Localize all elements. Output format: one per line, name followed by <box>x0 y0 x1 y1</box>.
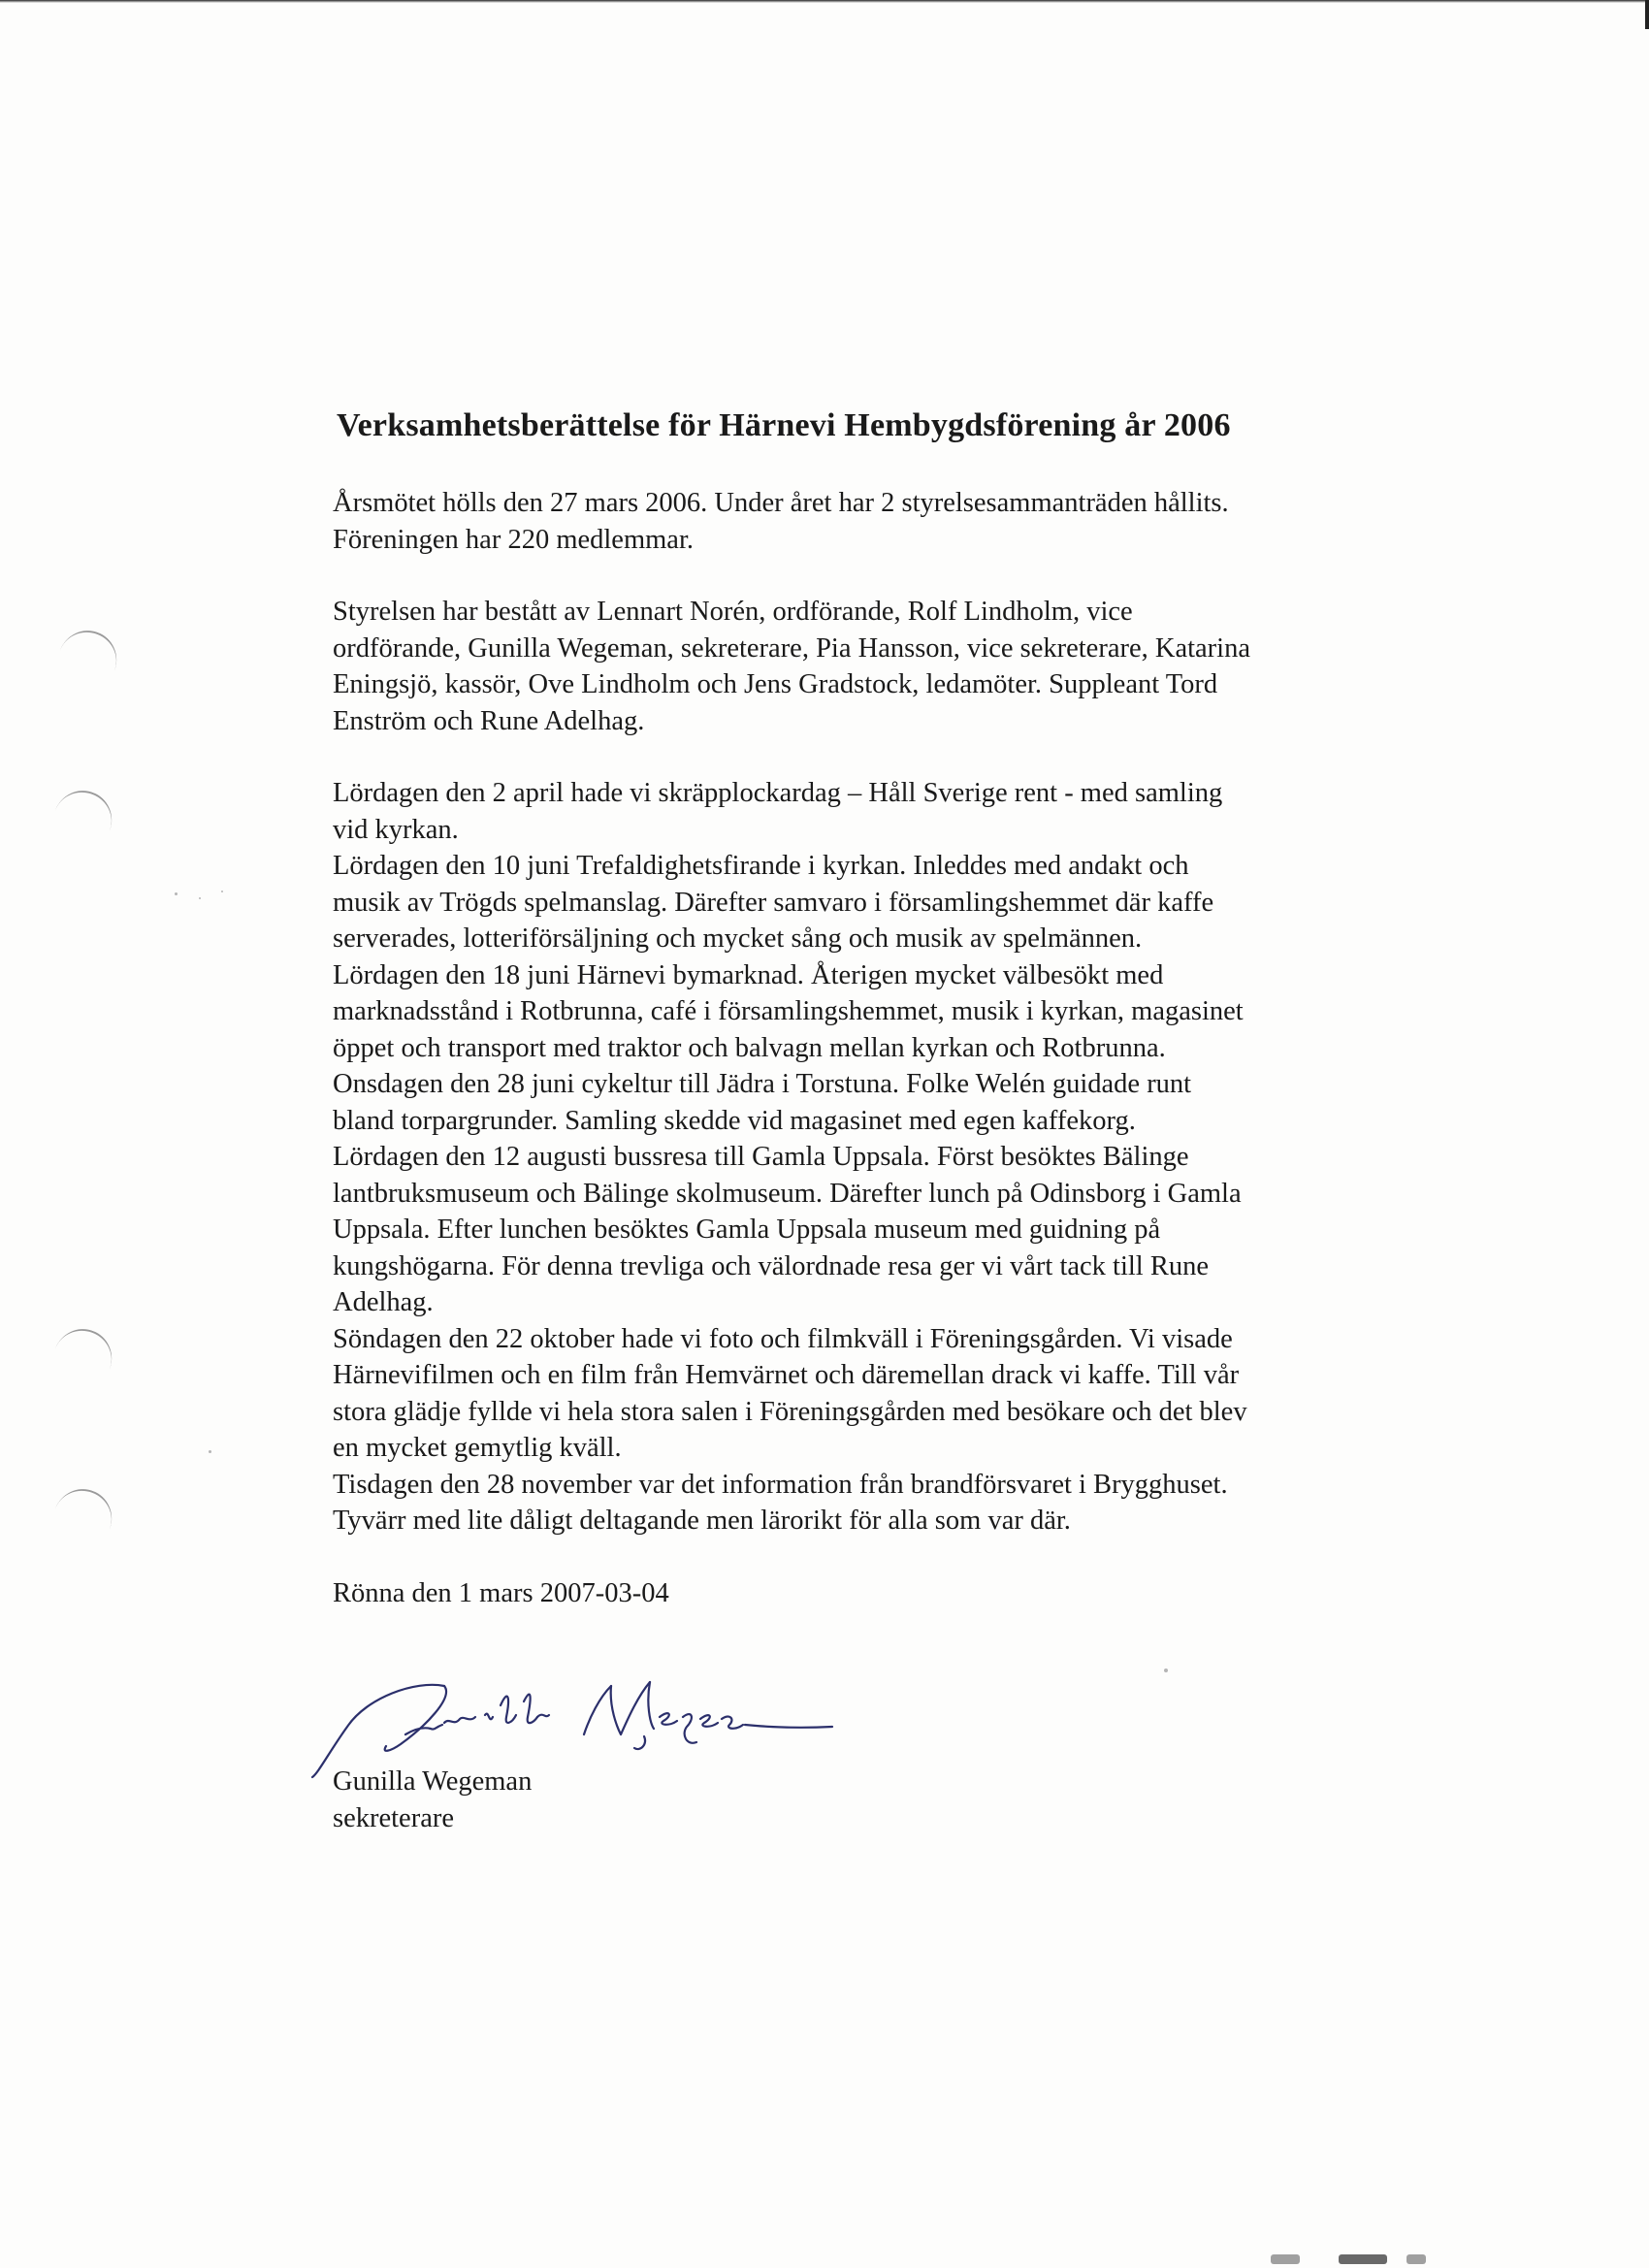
document-body <box>333 407 1429 1627</box>
text-line: vid kyrkan. <box>333 814 459 845</box>
text-line: lantbruksmuseum och Bälinge skolmuseum. Därefter lunch på Odinsborg i Gamla <box>333 1178 1242 1209</box>
scan-edge-right <box>1645 0 1649 29</box>
text-line: Härnevifilmen och en film från Hemvärnet och däremellan drack vi kaffe. Till vår <box>333 1360 1240 1390</box>
scan-smudge <box>1339 2254 1387 2264</box>
scan-smudge <box>1271 2254 1300 2264</box>
punch-hole-mark <box>49 623 125 699</box>
text-line: Lördagen den 10 juni Trefaldighetsfirande i kyrkan. Inleddes med andakt och <box>333 851 1189 881</box>
text-line: serverades, lotteriförsäljning och mycket sång och musik av spelmännen. <box>333 923 1143 954</box>
text-line: Uppsala. Efter lunchen besöktes Gamla Uppsala museum med guidning på <box>333 1215 1161 1245</box>
text-line: stora glädje fyllde vi hela stora salen i Föreningsgården med besökare och det blev <box>333 1396 1247 1427</box>
scan-speck <box>175 892 178 895</box>
signer-name: Gunilla Wegeman <box>333 1766 533 1797</box>
document-title: Verksamhetsberättelse för Härnevi Hembygdsförening år 2006 <box>337 407 1231 443</box>
text-line: Söndagen den 22 oktober hade vi foto och filmkväll i Föreningsgården. Vi visade <box>333 1323 1233 1354</box>
signature-block <box>333 1764 532 1836</box>
text-line: Lördagen den 2 april hade vi skräpplockardag – Håll Sverige rent - med samling <box>333 778 1223 808</box>
scan-speck <box>221 891 223 892</box>
place-and-date: Rönna den 1 mars 2007-03-04 <box>333 1577 669 1608</box>
text-line: Onsdagen den 28 juni cykeltur till Jädra i Torstuna. Folke Welén guidade runt <box>333 1069 1192 1099</box>
text-line: Årsmötet hölls den 27 mars 2006. Under året har 2 styrelsesammanträden hållits. <box>333 488 1229 518</box>
scan-edge-top <box>0 0 1649 3</box>
text-line: Eningsjö, kassör, Ove Lindholm och Jens Gradstock, ledamöter. Suppleant Tord <box>333 669 1218 699</box>
scan-speck <box>199 897 201 899</box>
paragraph-board <box>333 594 1429 739</box>
signer-role: sekreterare <box>333 1802 454 1833</box>
text-line: en mycket gemytlig kväll. <box>333 1433 622 1463</box>
text-line: kungshögarna. För denna trevliga och välordnade resa ger vi vårt tack till Rune <box>333 1250 1209 1281</box>
text-line: Tyvärr med lite dåligt deltagande men lärorikt för alla som var där. <box>333 1506 1071 1536</box>
scan-smudge <box>1406 2254 1426 2264</box>
text-line: ordförande, Gunilla Wegeman, sekreterare, Pia Hansson, vice sekreterare, Katarina <box>333 632 1250 664</box>
paragraph-annual-meeting <box>333 485 1429 558</box>
scan-speck <box>1164 1669 1168 1672</box>
text-line: Styrelsen har bestått av Lennart Norén, ordförande, Rolf Lindholm, vice <box>333 597 1133 627</box>
punch-hole-mark <box>45 1481 120 1558</box>
text-line: Lördagen den 12 augusti bussresa till Gamla Uppsala. Först besöktes Bälinge <box>333 1142 1189 1172</box>
text-line: Föreningen har 220 medlemmar. <box>333 524 694 555</box>
text-line: öppet och transport med traktor och balvagn mellan kyrkan och Rotbrunna. <box>333 1032 1166 1063</box>
text-line: Adelhag. <box>333 1287 434 1317</box>
scan-speck <box>209 1450 211 1453</box>
text-line: bland torpargrunder. Samling skedde vid magasinet med egen kaffekorg. <box>333 1105 1136 1136</box>
text-line: Tisdagen den 28 november var det information från brandförsvaret i Brygghuset. <box>333 1469 1228 1500</box>
text-line: Lördagen den 18 juni Härnevi bymarknad. Återigen mycket välbesökt med <box>333 959 1164 990</box>
punch-hole-mark <box>45 783 120 859</box>
punch-hole-mark <box>45 1321 120 1398</box>
text-line: Enström och Rune Adelhag. <box>333 705 645 736</box>
paragraph-activities <box>333 775 1429 1539</box>
text-line: marknadsstånd i Rotbrunna, café i församlingshemmet, musik i kyrkan, magasinet <box>333 996 1244 1026</box>
text-line: musik av Trögds spelmanslag. Därefter samvaro i församlingshemmet där kaffe <box>333 887 1214 918</box>
